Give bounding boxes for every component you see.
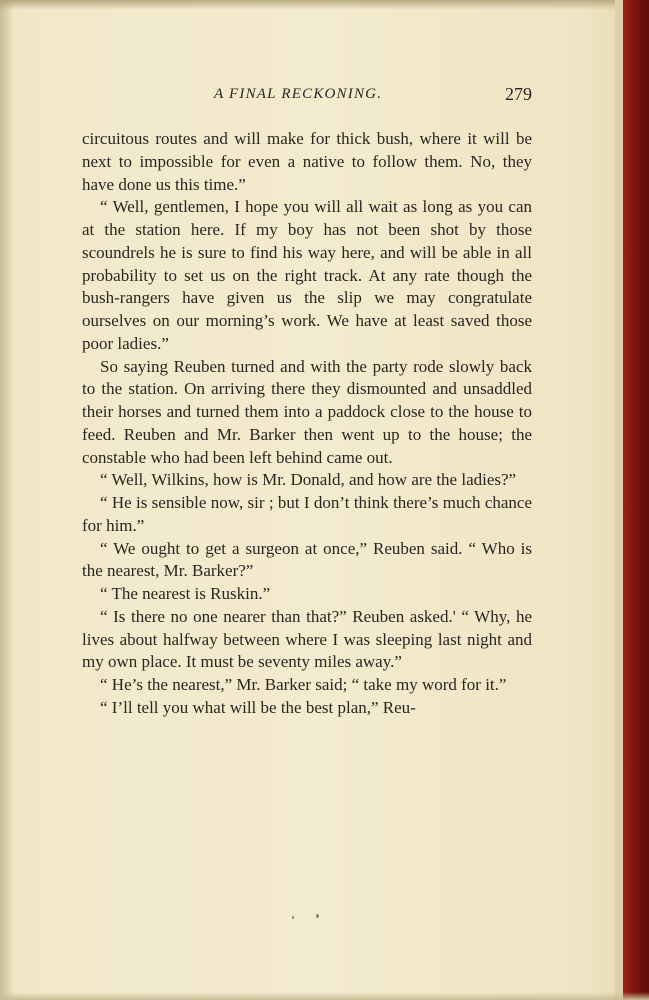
paragraph: “ Well, Wilkins, how is Mr. Donald, and how are the ladies?” [100, 470, 517, 490]
speck [292, 916, 294, 919]
paragraph: So saying Reuben turned and with the party rode slowly back to the station. On arriving there they dismounted and unsaddled their horses and turned them into a paddock close to the house to feed. Reuben and Mr. Barker then went up to the house; the constable who had been left behind came out. [82, 356, 532, 467]
paragraph: circuitous routes and will make for thick bush, where it will be next to impossible for even a native to follow them. No, they have done us this time.” [82, 129, 532, 194]
page-bottom-edge [0, 992, 649, 1000]
page-top-shadow [0, 0, 649, 10]
body-text [82, 128, 532, 720]
paragraph: “ The nearest is Ruskin.” [100, 584, 271, 603]
paragraph: “ Is there no one nearer than that?” Reuben asked.' “ Why, he lives about halfway between where I was sleeping last night and my own place. It must be seventy miles away.” [82, 606, 532, 672]
page-header [82, 86, 532, 110]
speck [316, 914, 319, 918]
book-cover-edge [623, 0, 649, 1000]
paragraph: “ We ought to get a surgeon at once,” Reuben said. “ Who is the nearest, Mr. Barker?” [82, 538, 532, 581]
gutter-shadow [0, 0, 14, 1000]
paper-specks [288, 912, 328, 924]
paragraph: “ I’ll tell you what will be the best plan,” Reu- [100, 697, 416, 717]
page-number: 279 [505, 84, 532, 104]
page-edges [615, 0, 623, 1000]
paragraph: “ He’s the nearest,” Mr. Barker said; “ take my word for it.” [100, 675, 507, 694]
paragraph: “ Well, gentlemen, I hope you will all wait as long as you can at the station here. If my boy has not been shot by those scoundrels he is sure to find his way here, and will be able in all probability to set us on the right track. At any rate though the bush-rangers have given us the slip we may congratulate ourselves on our morning’s work. We have at least saved those poor ladies.” [82, 197, 532, 353]
paragraph: “ He is sensible now, sir ; but I don’t think there’s much chance for him.” [82, 493, 532, 535]
running-head: A FINAL RECKONING. [214, 86, 383, 102]
